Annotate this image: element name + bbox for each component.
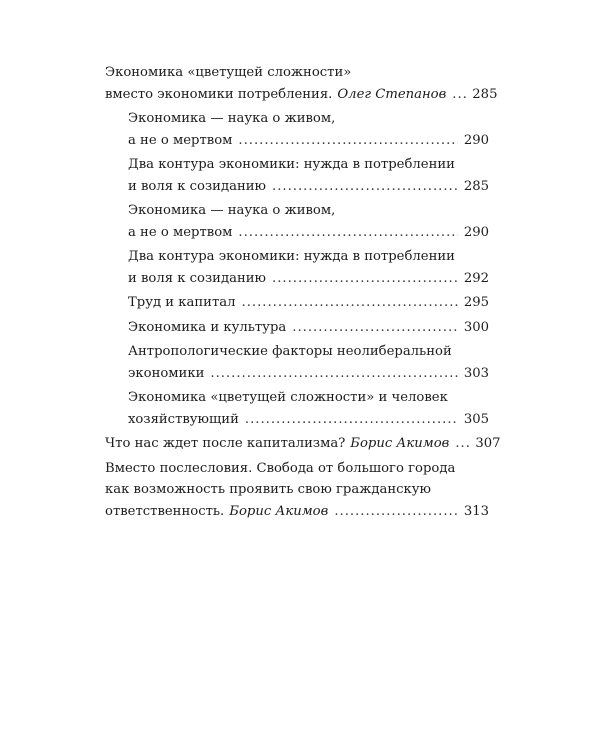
- entry-title-line: Труд и капитал: [128, 295, 236, 310]
- toc-entry[interactable]: [105, 292, 489, 314]
- entry-title-line: вместо экономики потребления.: [105, 86, 333, 102]
- dot-leader: [334, 501, 458, 523]
- entry-title-line: Что нас ждет после капитализма?: [105, 436, 346, 451]
- dot-leader: [292, 317, 458, 339]
- entry-title-line: и воля к созиданию: [128, 178, 267, 194]
- entry-title-line: Экономика «цветущей сложности» и человек: [128, 390, 448, 405]
- dot-leader: [455, 433, 469, 455]
- entry-title-line: Антропологические факторы неолиберальной: [128, 344, 452, 359]
- toc-entry[interactable]: [105, 154, 489, 197]
- page-number: 295: [463, 295, 489, 310]
- page-number: 307: [475, 436, 501, 451]
- entry-title-line: Вместо послесловия. Свобода от большого города: [105, 460, 456, 476]
- dot-leader: [238, 130, 457, 152]
- toc-entry[interactable]: [105, 317, 489, 339]
- entry-title-line: а не о мертвом: [128, 132, 233, 148]
- entry-author: Борис Акимов: [350, 436, 450, 451]
- table-of-contents: [105, 62, 501, 522]
- dot-leader: [272, 268, 458, 290]
- dot-leader: [272, 176, 458, 198]
- dot-leader: [452, 84, 466, 106]
- entry-title-line: а не о мертвом: [128, 224, 233, 240]
- dot-leader: [242, 292, 458, 314]
- toc-entry[interactable]: [105, 108, 489, 151]
- dot-leader: [210, 363, 457, 385]
- page-number: 305: [463, 411, 489, 427]
- page-number: 285: [463, 178, 489, 194]
- entry-title-line: Экономика — наука о живом,: [128, 111, 336, 126]
- page-number: 290: [463, 224, 489, 240]
- entry-title-line: хозяйствующий: [128, 411, 239, 427]
- toc-entry[interactable]: [105, 62, 498, 105]
- entry-title-line: Экономика «цветущей сложности»: [105, 65, 352, 80]
- page-number: 300: [463, 319, 489, 335]
- toc-entry[interactable]: [105, 387, 489, 430]
- entry-title-line: ответственность.: [105, 503, 225, 519]
- entry-title-line: Экономика и культура: [128, 319, 287, 335]
- entry-title-line: как возможность проявить свою гражданскую: [105, 482, 431, 497]
- toc-entry[interactable]: [105, 458, 489, 523]
- page-number: 313: [463, 503, 489, 519]
- entry-author: Борис Акимов: [229, 503, 329, 519]
- page-number: 285: [472, 86, 498, 102]
- page-number: 292: [463, 270, 489, 286]
- page-number: 303: [463, 365, 489, 381]
- toc-entry[interactable]: [105, 200, 489, 243]
- toc-entry[interactable]: [105, 341, 489, 384]
- entry-title-line: и воля к созиданию: [128, 270, 267, 286]
- dot-leader: [245, 409, 458, 431]
- entry-author: Олег Степанов: [337, 86, 447, 102]
- dot-leader: [238, 222, 457, 244]
- entry-title-line: Два контура экономики: нужда в потреблении: [128, 157, 455, 172]
- entry-title-line: Два контура экономики: нужда в потреблении: [128, 249, 455, 264]
- page-number: 290: [463, 132, 489, 148]
- entry-title-line: экономики: [128, 365, 205, 381]
- entry-title-line: Экономика — наука о живом,: [128, 203, 336, 218]
- toc-entry[interactable]: [105, 246, 489, 289]
- toc-entry[interactable]: [105, 433, 501, 455]
